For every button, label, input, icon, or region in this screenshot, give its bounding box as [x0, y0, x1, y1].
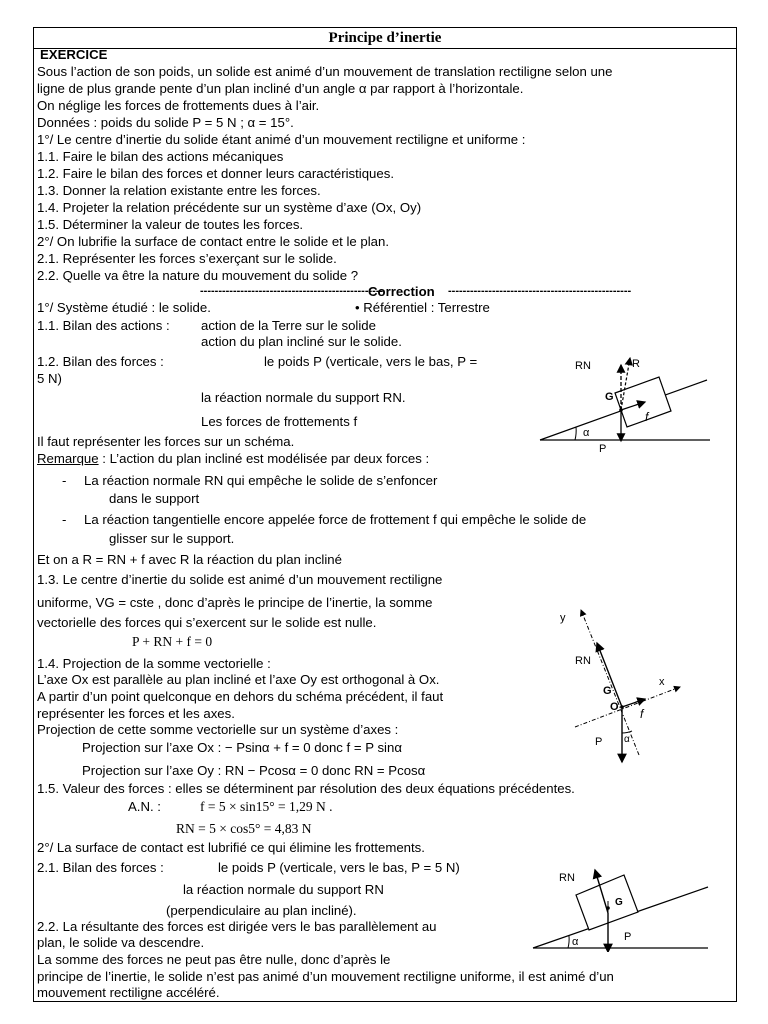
c2-1-normal: la réaction normale du support RN [183, 882, 384, 897]
label-f-axes: f [640, 707, 644, 721]
c2-1-weight: le poids P (verticale, vers le bas, P = 5 N) [218, 860, 460, 875]
studied-system: 1°/ Système étudié : le solide. [37, 300, 211, 315]
c1-4-line-d: représenter les forces et les axes. [37, 706, 235, 721]
vector-f-axes [622, 699, 645, 707]
bullet-2-line-a: La réaction tangentielle encore appelée force de frottement f qui empêche le solide de [84, 512, 587, 527]
axis-x [575, 687, 680, 727]
exercise-intro-3: On néglige les forces de frottements dues à l’air. [37, 98, 320, 113]
label-p: P [599, 443, 607, 455]
c2-2-line-b: plan, le solide va descendre. [37, 935, 205, 950]
label-x: x [659, 676, 665, 688]
action-plane: action du plan incliné sur le solide. [201, 334, 402, 349]
question-1-2: 1.2. Faire le bilan des forces et donner leurs caractéristiques. [37, 166, 394, 181]
label-p-3: P [624, 931, 632, 943]
force-weight-value: 5 N) [37, 371, 62, 386]
correction-label: Correction [368, 284, 435, 299]
c2-1-perpendicular: (perpendiculaire au plan incliné). [166, 903, 357, 918]
label-rn-3: RN [559, 872, 575, 884]
label-rn-axes: RN [575, 655, 591, 667]
correction-dashes-right: -------------------------------------------------- [448, 285, 632, 297]
exercise-data: Données : poids du solide P = 5 N ; α = 15°. [37, 115, 294, 130]
c1-5-line: 1.5. Valeur des forces : elles se déterminent par résolution des deux équations précédentes. [37, 781, 575, 796]
bullet-1-line-b: dans le support [109, 491, 200, 506]
label-g-3: G [615, 897, 623, 908]
action-earth: action de la Terre sur le solide [201, 318, 376, 333]
c1-4-line-a: 1.4. Projection de la somme vectorielle : [37, 656, 271, 671]
label-g-axes: G [603, 685, 612, 697]
c2-2-line-d: principe de l’inertie, le solide n’est pas animé d’un mouvement rectiligne uniforme, il est animé d’un [37, 969, 614, 984]
inertia-equation: P + RN + f = 0 [132, 634, 213, 649]
c1-3-line-a: 1.3. Le centre d’inertie du solide est animé d’un mouvement rectiligne [37, 572, 443, 587]
label-rn: RN [575, 360, 591, 372]
origin-o [620, 705, 624, 709]
question-1-3: 1.3. Donner la relation existante entre les forces. [37, 183, 321, 198]
reference-frame: • Référentiel : Terrestre [355, 300, 490, 315]
exercise-heading: EXERCICE [40, 47, 108, 62]
label-p-axes: P [595, 736, 603, 748]
bullet-1-line-a: La réaction normale RN qui empêche le solide de s’enfoncer [84, 473, 438, 488]
label-y: y [560, 612, 566, 624]
bullet-dash-2: - [62, 512, 67, 527]
center-g-3 [606, 906, 610, 910]
draw-note: Il faut représenter les forces sur un schéma. [37, 434, 295, 449]
question-1-4: 1.4. Projeter la relation précédente sur un système d’axe (Ox, Oy) [37, 200, 422, 215]
question-2-1: 2.1. Représenter les forces s’exerçant sur le solide. [37, 251, 337, 266]
projection-y: Projection sur l’axe Oy : RN − Pcosα = 0 donc RN = Pcosα [82, 763, 426, 778]
c2-2-line-a: 2.2. La résultante des forces est dirigée vers le bas parallèlement au [37, 919, 437, 934]
exercise-intro-2: ligne de plus grande pente d’un plan incliné d’un angle α par rapport à l’horizontale. [37, 81, 524, 96]
question-2-2: 2.2. Quelle va être la nature du mouvement du solide ? [37, 268, 359, 283]
c2-2-line-c: La somme des forces ne peut pas être nulle, donc d’après le [37, 952, 391, 967]
an-friction: f = 5 × sin15° = 1,29 N . [200, 799, 333, 814]
page-title: Principe d’inertie [34, 28, 736, 49]
force-weight: le poids P (verticale, vers le bas, P = [264, 354, 478, 369]
figure-inclined-plane-friction [535, 345, 715, 457]
c2-1-label: 2.1. Bilan des forces : [37, 860, 164, 875]
force-friction: Les forces de frottements f [201, 414, 358, 429]
axis-y [581, 610, 639, 755]
question-1-1: 1.1. Faire le bilan des actions mécaniques [37, 149, 284, 164]
bullet-dash-1: - [62, 473, 67, 488]
label-g: G [605, 391, 614, 403]
correction-dashes-left: -------------------------------------------------- [200, 285, 384, 297]
figure-axes-projection [555, 605, 705, 770]
projection-x: Projection sur l’axe Ox : − Psinα + f = 0 donc f = P sinα [82, 740, 402, 755]
label-alpha: α [583, 427, 590, 439]
actions-label: 1.1. Bilan des actions : [37, 318, 170, 333]
an-normal: RN = 5 × cos5° = 4,83 N [176, 821, 312, 836]
center-g [619, 408, 623, 412]
label-f: f [645, 410, 649, 424]
figure-inclined-plane-lubricated [528, 860, 713, 952]
c1-4-line-e: Projection de cette somme vectorielle sur un système d’axes : [37, 722, 399, 737]
solid-block-3 [576, 875, 638, 930]
question-1-5: 1.5. Déterminer la valeur de toutes les forces. [37, 217, 304, 232]
vector-rn-axes [597, 643, 622, 707]
question-2: 2°/ On lubrifie la surface de contact entre le solide et le plan. [37, 234, 390, 249]
force-normal: la réaction normale du support RN. [201, 390, 406, 405]
c1-4-line-c: A partir d’un point quelconque en dehors du schéma précédent, il faut [37, 689, 444, 704]
label-alpha-axes: α [624, 734, 630, 745]
sum-relation: Et on a R = RN + f avec R la réaction du plan incliné [37, 552, 342, 567]
forces-label: 1.2. Bilan des forces : [37, 354, 164, 369]
an-label: A.N. : [128, 799, 161, 814]
label-alpha-3: α [572, 936, 579, 948]
c2-2-line-e: mouvement rectiligne accéléré. [37, 985, 220, 1000]
question-1: 1°/ Le centre d’inertie du solide étant animé d’un mouvement rectiligne et uniforme : [37, 132, 526, 147]
exercise-intro-1: Sous l’action de son poids, un solide est animé d’un mouvement de translation rectiligne selon une [37, 64, 613, 79]
label-o: O [610, 701, 619, 713]
angle-arc [575, 427, 576, 440]
c1-3-line-c: vectorielle des forces qui s’exercent sur le solide est nulle. [37, 615, 377, 630]
remark [37, 451, 429, 466]
remark-label: Remarque [37, 451, 99, 466]
label-r: R [632, 358, 640, 370]
bullet-2-line-b: glisser sur le support. [109, 531, 235, 546]
c2-line: 2°/ La surface de contact est lubrifié ce qui élimine les frottements. [37, 840, 425, 855]
angle-arc-3 [568, 936, 569, 948]
c1-3-line-b: uniforme, VG = cste , donc d’après le principe de l’inertie, la somme [37, 595, 433, 610]
angle-arc-axes [622, 731, 632, 733]
remark-text: : L’action du plan incliné est modélisée par deux forces : [98, 451, 430, 466]
c1-4-line-b: L’axe Ox est parallèle au plan incliné et l’axe Oy est orthogonal à Ox. [37, 672, 440, 687]
